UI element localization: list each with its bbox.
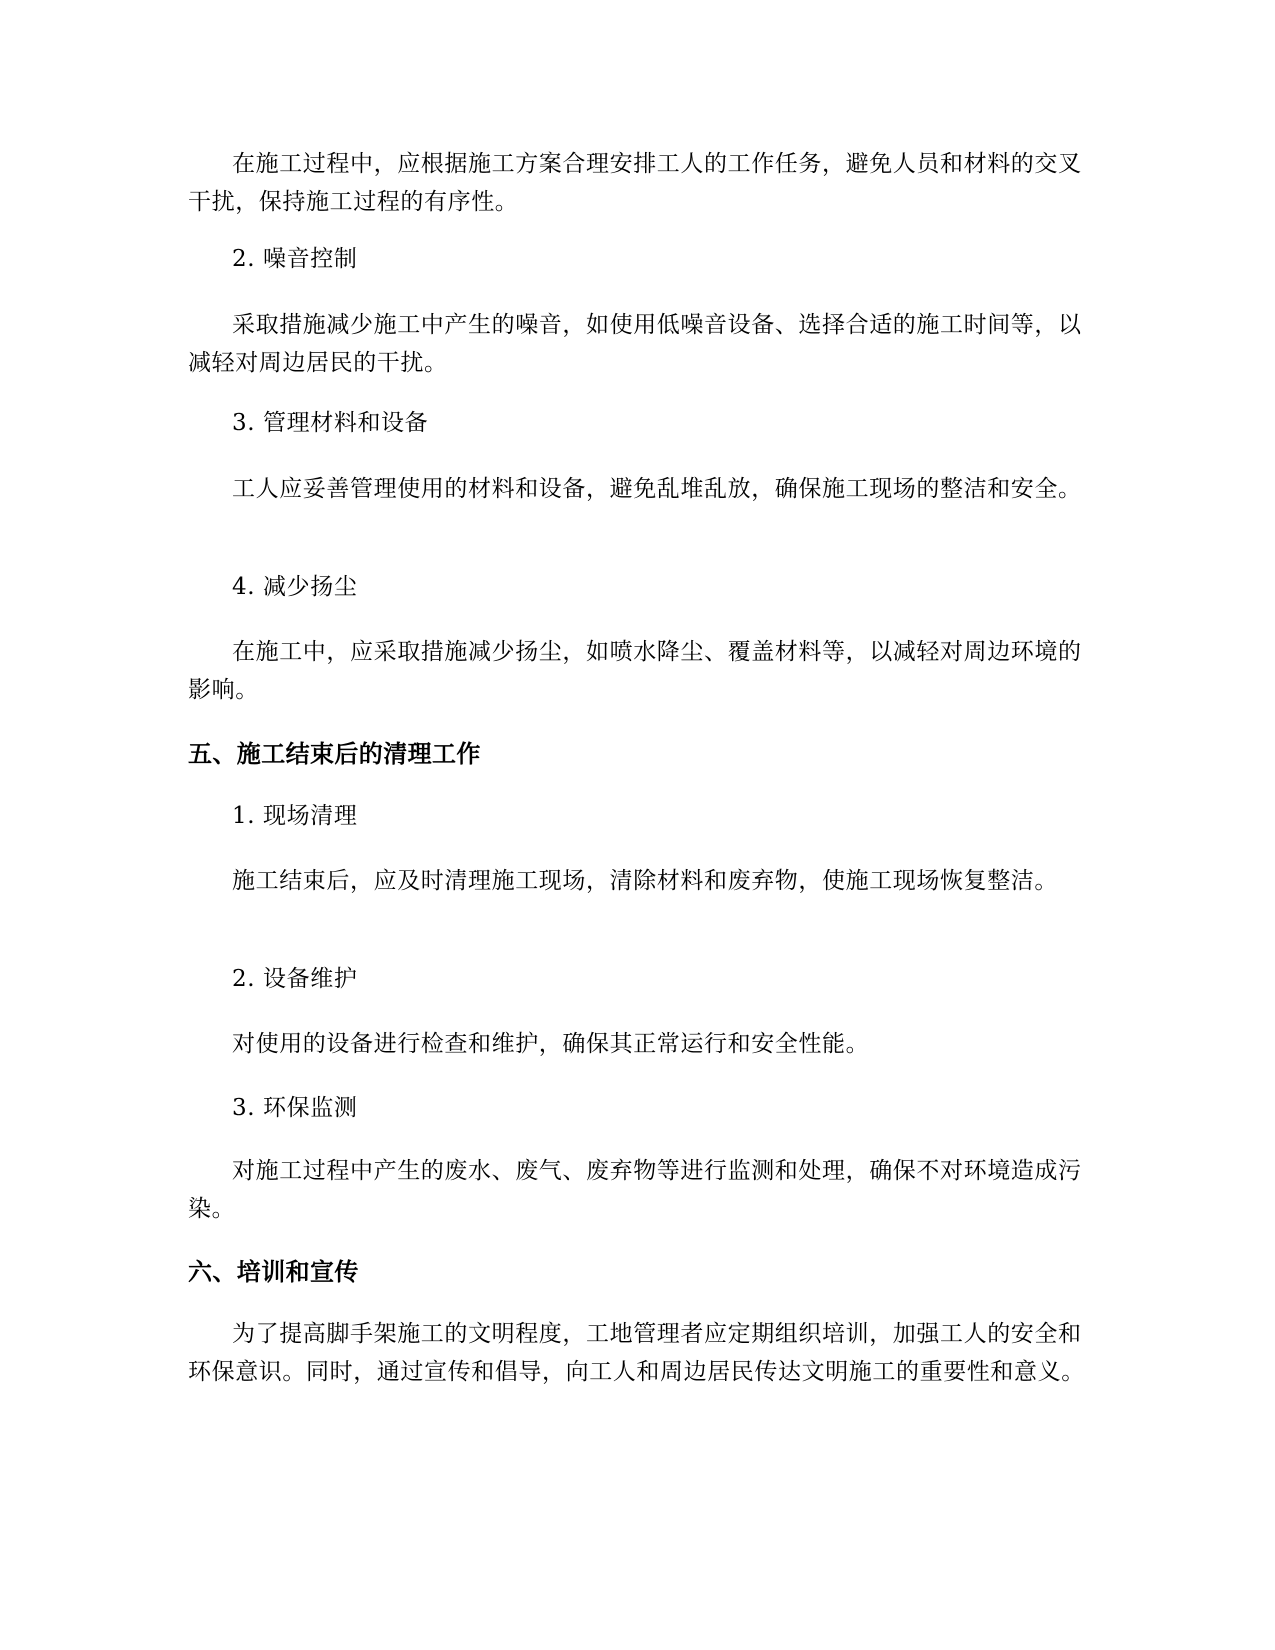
paragraph-equipment-maintenance: 对使用的设备进行检查和维护，确保其正常运行和安全性能。 bbox=[232, 1031, 870, 1057]
item-environmental-monitoring: 3. 环保监测 bbox=[232, 1095, 358, 1121]
paragraph-work-arrangement: 在施工过程中，应根据施工方案合理安排工人的工作任务，避免人员和材料的交叉干扰，保持施工过程的有序性。 bbox=[188, 151, 1082, 215]
paragraph-reduce-dust: 在施工中，应采取措施减少扬尘，如喷水降尘、覆盖材料等，以减轻对周边环境的影响。 bbox=[188, 639, 1082, 703]
paragraph-noise-control: 采取措施减少施工中产生的噪音，如使用低噪音设备、选择合适的施工时间等，以减轻对周边居民的干扰。 bbox=[188, 312, 1082, 376]
paragraph-training-publicity: 为了提高脚手架施工的文明程度，工地管理者应定期组织培训，加强工人的安全和环保意识。同时，通过宣传和倡导，向工人和周边居民传达文明施工的重要性和意义。 bbox=[188, 1321, 1085, 1385]
paragraph-manage-materials: 工人应妥善管理使用的材料和设备，避免乱堆乱放，确保施工现场的整洁和安全。 bbox=[232, 476, 1082, 502]
item-noise-control: 2. 噪音控制 bbox=[232, 246, 358, 272]
item-reduce-dust: 4. 减少扬尘 bbox=[232, 574, 358, 600]
paragraph-site-cleanup: 施工结束后，应及时清理施工现场，清除材料和废弃物，使施工现场恢复整洁。 bbox=[232, 868, 1058, 894]
heading-section-five: 五、施工结束后的清理工作 bbox=[188, 740, 481, 768]
paragraph-environmental-monitoring: 对施工过程中产生的废水、废气、废弃物等进行监测和处理，确保不对环境造成污染。 bbox=[188, 1158, 1082, 1222]
item-manage-materials: 3. 管理材料和设备 bbox=[232, 410, 429, 436]
item-site-cleanup: 1. 现场清理 bbox=[232, 803, 358, 829]
item-equipment-maintenance: 2. 设备维护 bbox=[232, 966, 358, 992]
heading-section-six: 六、培训和宣传 bbox=[188, 1258, 359, 1286]
